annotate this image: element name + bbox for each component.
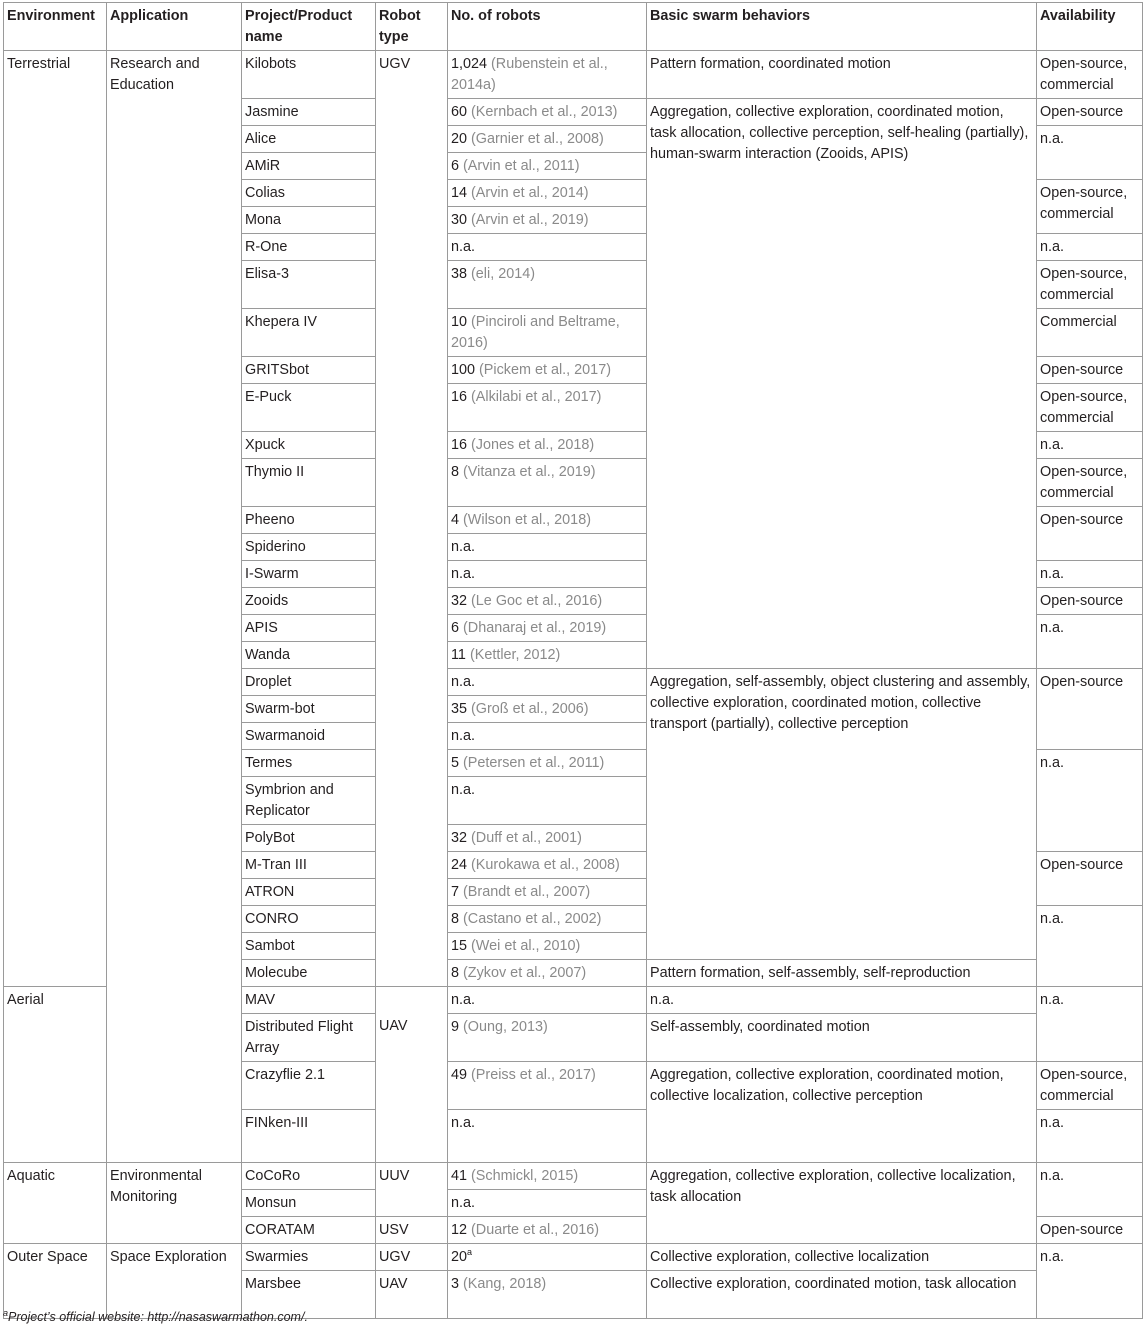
behaviors-cell: Pattern formation, self-assembly, self-reproduction (647, 960, 1037, 987)
application-cell: Environmental Monitoring (107, 1163, 242, 1244)
robot-count-cell: 8 (Vitanza et al., 2019) (448, 459, 647, 507)
project-name-cell: Kilobots (242, 51, 376, 99)
robot-count-cell: n.a. (448, 1110, 647, 1163)
robot-count-cell: 10 (Pinciroli and Beltrame, 2016) (448, 309, 647, 357)
availability-cell: Open-source (1037, 669, 1143, 750)
project-name-cell: Alice (242, 126, 376, 153)
robot-count-cell: 5 (Petersen et al., 2011) (448, 750, 647, 777)
project-name-cell: AMiR (242, 153, 376, 180)
project-name-cell: Elisa-3 (242, 261, 376, 309)
application-cell: Research and Education (107, 51, 242, 1163)
project-name-cell: Khepera IV (242, 309, 376, 357)
robot-count-cell: 6 (Dhanaraj et al., 2019) (448, 615, 647, 642)
project-name-cell: Swarm-bot (242, 696, 376, 723)
project-name-cell: Swarmies (242, 1244, 376, 1271)
availability-cell: n.a. (1037, 615, 1143, 669)
project-name-cell: Thymio II (242, 459, 376, 507)
robot-count-cell: 35 (Groß et al., 2006) (448, 696, 647, 723)
project-name-cell: CoCoRo (242, 1163, 376, 1190)
project-name-cell: FINken-III (242, 1110, 376, 1163)
availability-cell: n.a. (1037, 1163, 1143, 1217)
availability-cell: n.a. (1037, 561, 1143, 588)
behaviors-cell: Aggregation, collective exploration, coordinated motion, collective localization, collective perception (647, 1062, 1037, 1163)
robot-count-cell: 20 (Garnier et al., 2008) (448, 126, 647, 153)
robot-type-cell: UAV (376, 987, 448, 1163)
robot-count-cell: 60 (Kernbach et al., 2013) (448, 99, 647, 126)
availability-cell: n.a. (1037, 234, 1143, 261)
footnote-marker: a (467, 1247, 473, 1258)
project-name-cell: Xpuck (242, 432, 376, 459)
robot-count-cell: 20$^a$ (448, 1244, 647, 1271)
table-row (4, 51, 1143, 99)
availability-cell: Open-source (1037, 852, 1143, 906)
behaviors-cell: Pattern formation, coordinated motion (647, 51, 1037, 99)
col-robot-type: Robot type (376, 3, 448, 51)
robot-count-cell: 7 (Brandt et al., 2007) (448, 879, 647, 906)
robot-count-cell: n.a. (448, 1190, 647, 1217)
project-name-cell: Swarmanoid (242, 723, 376, 750)
robot-count-cell: 4 (Wilson et al., 2018) (448, 507, 647, 534)
project-name-cell: ATRON (242, 879, 376, 906)
behaviors-cell: n.a. (647, 987, 1037, 1014)
robot-type-cell: USV (376, 1217, 448, 1244)
behaviors-cell: Self-assembly, coordinated motion (647, 1014, 1037, 1062)
availability-cell: Commercial (1037, 309, 1143, 357)
robot-count-cell: 12 (Duarte et al., 2016) (448, 1217, 647, 1244)
footnote-text: Project’s official website: http://nasaswarmathon.com/. (8, 1310, 308, 1325)
robot-count-cell: n.a. (448, 669, 647, 696)
col-project-name: Project/Product name (242, 3, 376, 51)
behaviors-cell: Aggregation, collective exploration, collective localization, task allocation (647, 1163, 1037, 1244)
project-name-cell: Termes (242, 750, 376, 777)
robot-count-cell: 14 (Arvin et al., 2014) (448, 180, 647, 207)
availability-cell: n.a. (1037, 1244, 1143, 1319)
robot-count-cell: n.a. (448, 234, 647, 261)
availability-cell: n.a. (1037, 126, 1143, 180)
env-cell: Aerial (4, 987, 107, 1163)
robot-count-cell: n.a. (448, 723, 647, 750)
project-name-cell: Crazyflie 2.1 (242, 1062, 376, 1110)
project-name-cell: APIS (242, 615, 376, 642)
availability-cell: Open-source (1037, 588, 1143, 615)
robot-count-cell: n.a. (448, 561, 647, 588)
project-name-cell: Distributed Flight Array (242, 1014, 376, 1062)
project-name-cell: Wanda (242, 642, 376, 669)
project-name-cell: PolyBot (242, 825, 376, 852)
project-name-cell: GRITSbot (242, 357, 376, 384)
robot-count-cell: 32 (Le Goc et al., 2016) (448, 588, 647, 615)
robot-count-cell: 8 (Zykov et al., 2007) (448, 960, 647, 987)
robot-count-cell: 41 (Schmickl, 2015) (448, 1163, 647, 1190)
robot-count-cell: 3 (Kang, 2018) (448, 1271, 647, 1319)
availability-cell: Open-source (1037, 507, 1143, 561)
availability-cell: Open-source, commercial (1037, 1062, 1143, 1110)
availability-cell: Open-source (1037, 357, 1143, 384)
robot-count-cell: 49 (Preiss et al., 2017) (448, 1062, 647, 1110)
availability-cell: Open-source, commercial (1037, 51, 1143, 99)
behaviors-cell: Collective exploration, coordinated motion, task allocation (647, 1271, 1037, 1319)
availability-cell: Open-source (1037, 1217, 1143, 1244)
robot-count-cell: 6 (Arvin et al., 2011) (448, 153, 647, 180)
env-cell: Aquatic (4, 1163, 107, 1244)
robot-count-cell: 15 (Wei et al., 2010) (448, 933, 647, 960)
project-name-cell: Marsbee (242, 1271, 376, 1319)
availability-cell: n.a. (1037, 750, 1143, 852)
col-environment: Environment (4, 3, 107, 51)
robot-count-cell: 9 (Oung, 2013) (448, 1014, 647, 1062)
project-name-cell: Zooids (242, 588, 376, 615)
robot-count-cell: 38 (eli, 2014) (448, 261, 647, 309)
availability-cell: n.a. (1037, 906, 1143, 987)
project-name-cell: CONRO (242, 906, 376, 933)
robot-count-cell: 1,024 (Rubenstein et al., 2014a) (448, 51, 647, 99)
robot-count-cell: 30 (Arvin et al., 2019) (448, 207, 647, 234)
env-cell: Outer Space (4, 1244, 107, 1319)
header-row (4, 3, 1143, 51)
project-name-cell: M-Tran III (242, 852, 376, 879)
table-footnote (3, 1308, 308, 1324)
project-name-cell: Mona (242, 207, 376, 234)
behaviors-cell: Aggregation, collective exploration, coordinated motion, task allocation, collective perception, self-healing (partially), human-swarm interaction (Zooids, APIS) (647, 99, 1037, 669)
robot-count-cell: 16 (Alkilabi et al., 2017) (448, 384, 647, 432)
table-row (4, 1163, 1143, 1190)
robot-count-cell: 32 (Duff et al., 2001) (448, 825, 647, 852)
swarm-robots-table (3, 2, 1143, 1319)
robot-count-cell: 16 (Jones et al., 2018) (448, 432, 647, 459)
project-name-cell: Jasmine (242, 99, 376, 126)
behaviors-cell: Aggregation, self-assembly, object clustering and assembly, collective exploration, coordinated motion, collective transport (partially), collective perception (647, 669, 1037, 960)
robot-count-cell: 100 (Pickem et al., 2017) (448, 357, 647, 384)
availability-cell: Open-source, commercial (1037, 384, 1143, 432)
project-name-cell: Sambot (242, 933, 376, 960)
project-name-cell: Spiderino (242, 534, 376, 561)
project-name-cell: MAV (242, 987, 376, 1014)
robot-type-cell: UAV (376, 1271, 448, 1319)
availability-cell: Open-source, commercial (1037, 459, 1143, 507)
availability-cell: n.a. (1037, 432, 1143, 459)
project-name-cell: Droplet (242, 669, 376, 696)
col-behaviors: Basic swarm behaviors (647, 3, 1037, 51)
project-name-cell: I-Swarm (242, 561, 376, 588)
availability-cell: Open-source, commercial (1037, 261, 1143, 309)
footnote-marker: a (3, 1308, 9, 1318)
behaviors-cell: Collective exploration, collective localization (647, 1244, 1037, 1271)
robot-type-cell: UGV (376, 1244, 448, 1271)
robot-type-cell: UGV (376, 51, 448, 987)
availability-cell: Open-source, commercial (1037, 180, 1143, 234)
project-name-cell: Symbrion and Replicator (242, 777, 376, 825)
robot-type-cell: UUV (376, 1163, 448, 1217)
project-name-cell: Pheeno (242, 507, 376, 534)
table-row (4, 1244, 1143, 1271)
robot-count-cell: n.a. (448, 534, 647, 561)
robot-count-cell: 8 (Castano et al., 2002) (448, 906, 647, 933)
project-name-cell: Molecube (242, 960, 376, 987)
col-application: Application (107, 3, 242, 51)
availability-cell: n.a. (1037, 987, 1143, 1062)
robot-count-cell: 11 (Kettler, 2012) (448, 642, 647, 669)
project-name-cell: CORATAM (242, 1217, 376, 1244)
col-availability: Availability (1037, 3, 1143, 51)
project-name-cell: Monsun (242, 1190, 376, 1217)
project-name-cell: R-One (242, 234, 376, 261)
robot-count-cell: n.a. (448, 777, 647, 825)
application-cell: Space Exploration (107, 1244, 242, 1319)
robot-count-cell: n.a. (448, 987, 647, 1014)
availability-cell: n.a. (1037, 1110, 1143, 1163)
col-no-of-robots: No. of robots (448, 3, 647, 51)
availability-cell: Open-source (1037, 99, 1143, 126)
robot-count-cell: 24 (Kurokawa et al., 2008) (448, 852, 647, 879)
project-name-cell: Colias (242, 180, 376, 207)
env-cell: Terrestrial (4, 51, 107, 987)
project-name-cell: E-Puck (242, 384, 376, 432)
